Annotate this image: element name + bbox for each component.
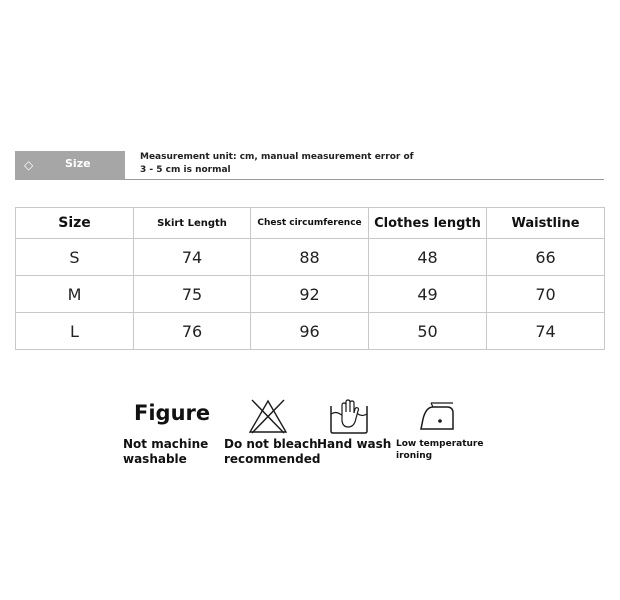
table-row xyxy=(16,239,605,276)
skirt-length-cell: 75 xyxy=(134,276,251,313)
waistline-cell: 66 xyxy=(487,239,605,276)
header-divider xyxy=(125,179,604,180)
column-header-waistline: Waistline xyxy=(487,208,605,239)
column-header-clothes-length: Clothes length xyxy=(369,208,487,239)
column-header-skirt-length: Skirt Length xyxy=(134,208,251,239)
column-header-size: Size xyxy=(16,208,134,239)
hand-wash-label: Hand wash xyxy=(317,437,392,451)
skirt-length-cell: 74 xyxy=(134,239,251,276)
not-machine-washable-label: Not machine washable xyxy=(123,437,209,466)
clothes-length-cell: 50 xyxy=(369,313,487,350)
measurement-note: Measurement unit: cm, manual measurement error of 3 - 5 cm is normal xyxy=(140,152,414,175)
size-cell: L xyxy=(16,313,134,350)
size-section-label: Size xyxy=(65,157,91,170)
low-temperature-ironing-icon xyxy=(417,397,459,435)
do-not-bleach-label: Do not bleach recommended xyxy=(224,437,321,466)
clothes-length-cell: 49 xyxy=(369,276,487,313)
chest-circumference-cell: 92 xyxy=(251,276,369,313)
table-header-row xyxy=(16,208,605,239)
low-temperature-ironing-label: Low temperature ironing xyxy=(396,439,484,461)
clothes-length-cell: 48 xyxy=(369,239,487,276)
size-section-tab xyxy=(15,151,125,180)
chest-circumference-cell: 88 xyxy=(251,239,369,276)
chest-circumference-cell: 96 xyxy=(251,313,369,350)
diamond-icon: ◇ xyxy=(24,158,34,172)
waistline-cell: 74 xyxy=(487,313,605,350)
size-table xyxy=(15,207,605,350)
skirt-length-cell: 76 xyxy=(134,313,251,350)
waistline-cell: 70 xyxy=(487,276,605,313)
do-not-bleach-icon xyxy=(247,397,289,435)
size-cell: S xyxy=(16,239,134,276)
table-row xyxy=(16,313,605,350)
column-header-chest-circumference: Chest circumference xyxy=(251,208,369,239)
care-title: Figure xyxy=(134,401,211,425)
table-row xyxy=(16,276,605,313)
hand-wash-icon xyxy=(328,397,370,435)
size-cell: M xyxy=(16,276,134,313)
